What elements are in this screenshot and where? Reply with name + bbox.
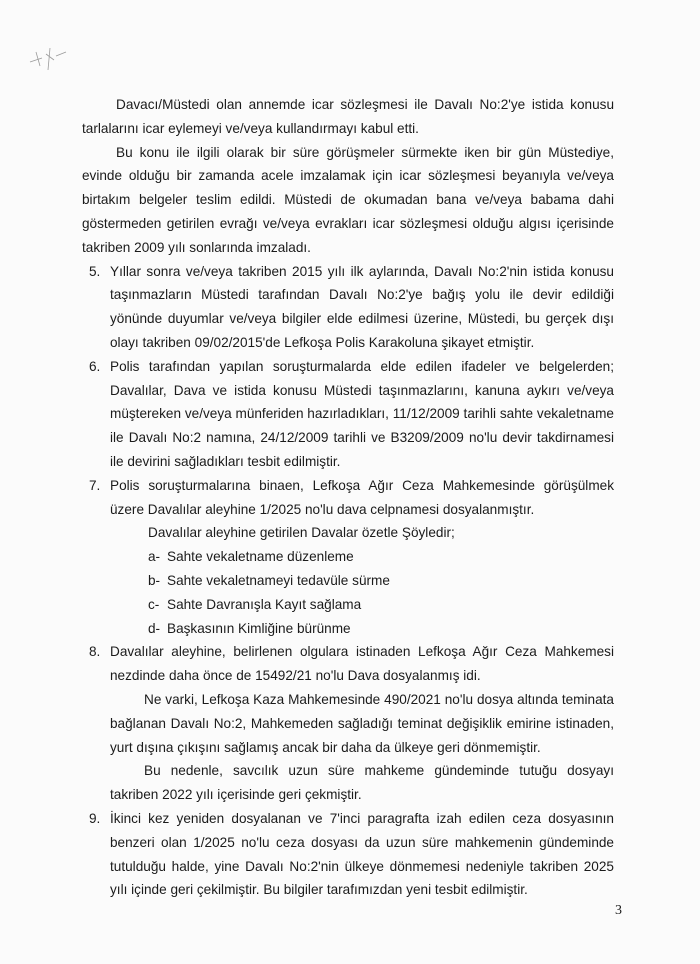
list-item <box>82 569 614 593</box>
list-letter: a- <box>148 549 161 565</box>
document-body <box>82 93 614 902</box>
intro-paragraph: Bu konu ile ilgili olarak bir süre görüşmeler sürmekte iken bir gün Müstediye, evinde olduğu bir zamanda acele imzalamak için icar sözleşmesi beyanıyla ve/veya birtakım belgeler teslim edildi. Müstedi de okumadan bana ve/veya babama dahi göstermeden getirilen evrağı ve/veya evrakları icar sözleşmesi olduğu algısı içerisinde takriben 2009 yılı sonlarında imzaladı. <box>82 144 614 255</box>
list-letter: d- <box>148 620 161 636</box>
list-text: Sahte Davranışla Kayıt sağlama <box>167 596 362 612</box>
charges-list <box>82 545 614 640</box>
list-item <box>82 617 614 641</box>
paragraph-text: İkinci kez yeniden dosyalanan ve 7'inci paragrafta izah edilen ceza dosyasının benzeri olan 1/2025 no'lu ceza dosyası da uzun süre mahkemenin gündeminde tutulduğu halde, yine Davalı No:2'nin ülkeye dönmemesi nedeniyle takriben 2025 yılı içinde geri çekilmiştir. Bu bilgiler tarafımızdan yeni tesbit edilmiştir. <box>110 810 614 898</box>
list-letter: b- <box>148 572 161 588</box>
numbered-paragraph-8 <box>82 640 614 807</box>
page-number: 3 <box>615 903 622 918</box>
list-item <box>82 545 614 569</box>
intro-paragraph: Davacı/Müstedi olan annemde icar sözleşmesi ile Davalı No:2'ye istida konusu tarlalarını icar eylemeyi ve/veya kullandırmayı kabul etti. <box>82 97 614 136</box>
numbered-paragraph-9 <box>82 807 614 902</box>
numbered-paragraph-7 <box>82 474 614 522</box>
paragraph-text: Davalılar aleyhine, belirlenen olgulara istinaden Lefkoşa Ağır Ceza Mahkemesi nezdinde daha önce de 15492/21 no'lu Dava dosyalanmış idi. <box>110 644 614 684</box>
list-text: Başkasının Kimliğine bürünme <box>167 620 351 636</box>
paragraph-text: Ne varki, Lefkoşa Kaza Mahkemesinde 490/2021 no'lu dosya altında teminata bağlanan Davalı No:2, Mahkemeden sağladığı teminat değişiklik emirine istinaden, yurt dışına çıkışını sağlamış ancak bir daha da ülkeye geri dönmemiştir. <box>110 691 614 755</box>
pen-mark-icon <box>26 44 70 74</box>
list-item <box>82 593 614 617</box>
numbered-paragraph-6 <box>82 355 614 474</box>
charges-heading: Davalılar aleyhine getirilen Davalar özetle Şöyledir; <box>148 525 455 541</box>
paragraph-number: 8. <box>89 644 101 660</box>
list-letter: c- <box>148 596 160 612</box>
paragraph-text: Bu nedenle, savcılık uzun süre mahkeme gündeminde tutuğu dosyayı takriben 2022 yılı içerisinde geri çekmiştir. <box>110 763 614 803</box>
paragraph-number: 7. <box>89 477 101 493</box>
paragraph-number: 5. <box>89 263 101 279</box>
paragraph-text: Polis tarafından yapılan soruşturmalarda elde edilen ifadeler ve belgelerden; Davalılar, Dava ve istida konusu Müstedi taşınmazlarını, kanuna aykırı ve/veya müştereken ve/veya münferiden hazırladıkları, 11/12/2009 tarihli sahte vekaletname ile Davalı No:2 namına, 24/12/2009 tarihli ve B3209/2009 no'lu devir takdirnamesi ile devirini sağladıkları tesbit edilmiştir. <box>110 358 614 469</box>
paragraph-number: 9. <box>89 810 101 826</box>
list-text: Sahte vekaletnameyi tedavüle sürme <box>167 572 390 588</box>
numbered-paragraph-5 <box>82 260 614 355</box>
paragraph-text: Polis soruşturmalarına binaen, Lefkoşa Ağır Ceza Mahkemesinde görüşülmek üzere Davalılar aleyhine 1/2025 no'lu dava celpnamesi dosyalanmıştır. <box>110 477 614 517</box>
list-text: Sahte vekaletname düzenleme <box>167 549 354 565</box>
paragraph-number: 6. <box>89 358 101 374</box>
paragraph-text: Yıllar sonra ve/veya takriben 2015 yılı ilk aylarında, Davalı No:2'nin istida konusu taşınmazların Müstedi tarafından Davalı No:2'ye bağış yolu ile devir edildiği yönünde duyumlar ve/veya bilgiler elde edilmesi üzerine, Müstedi, bu gerçek dışı olayı takriben 09/02/2015'de Lefkoşa Polis Karakoluna şikayet etmiştir. <box>110 263 614 350</box>
